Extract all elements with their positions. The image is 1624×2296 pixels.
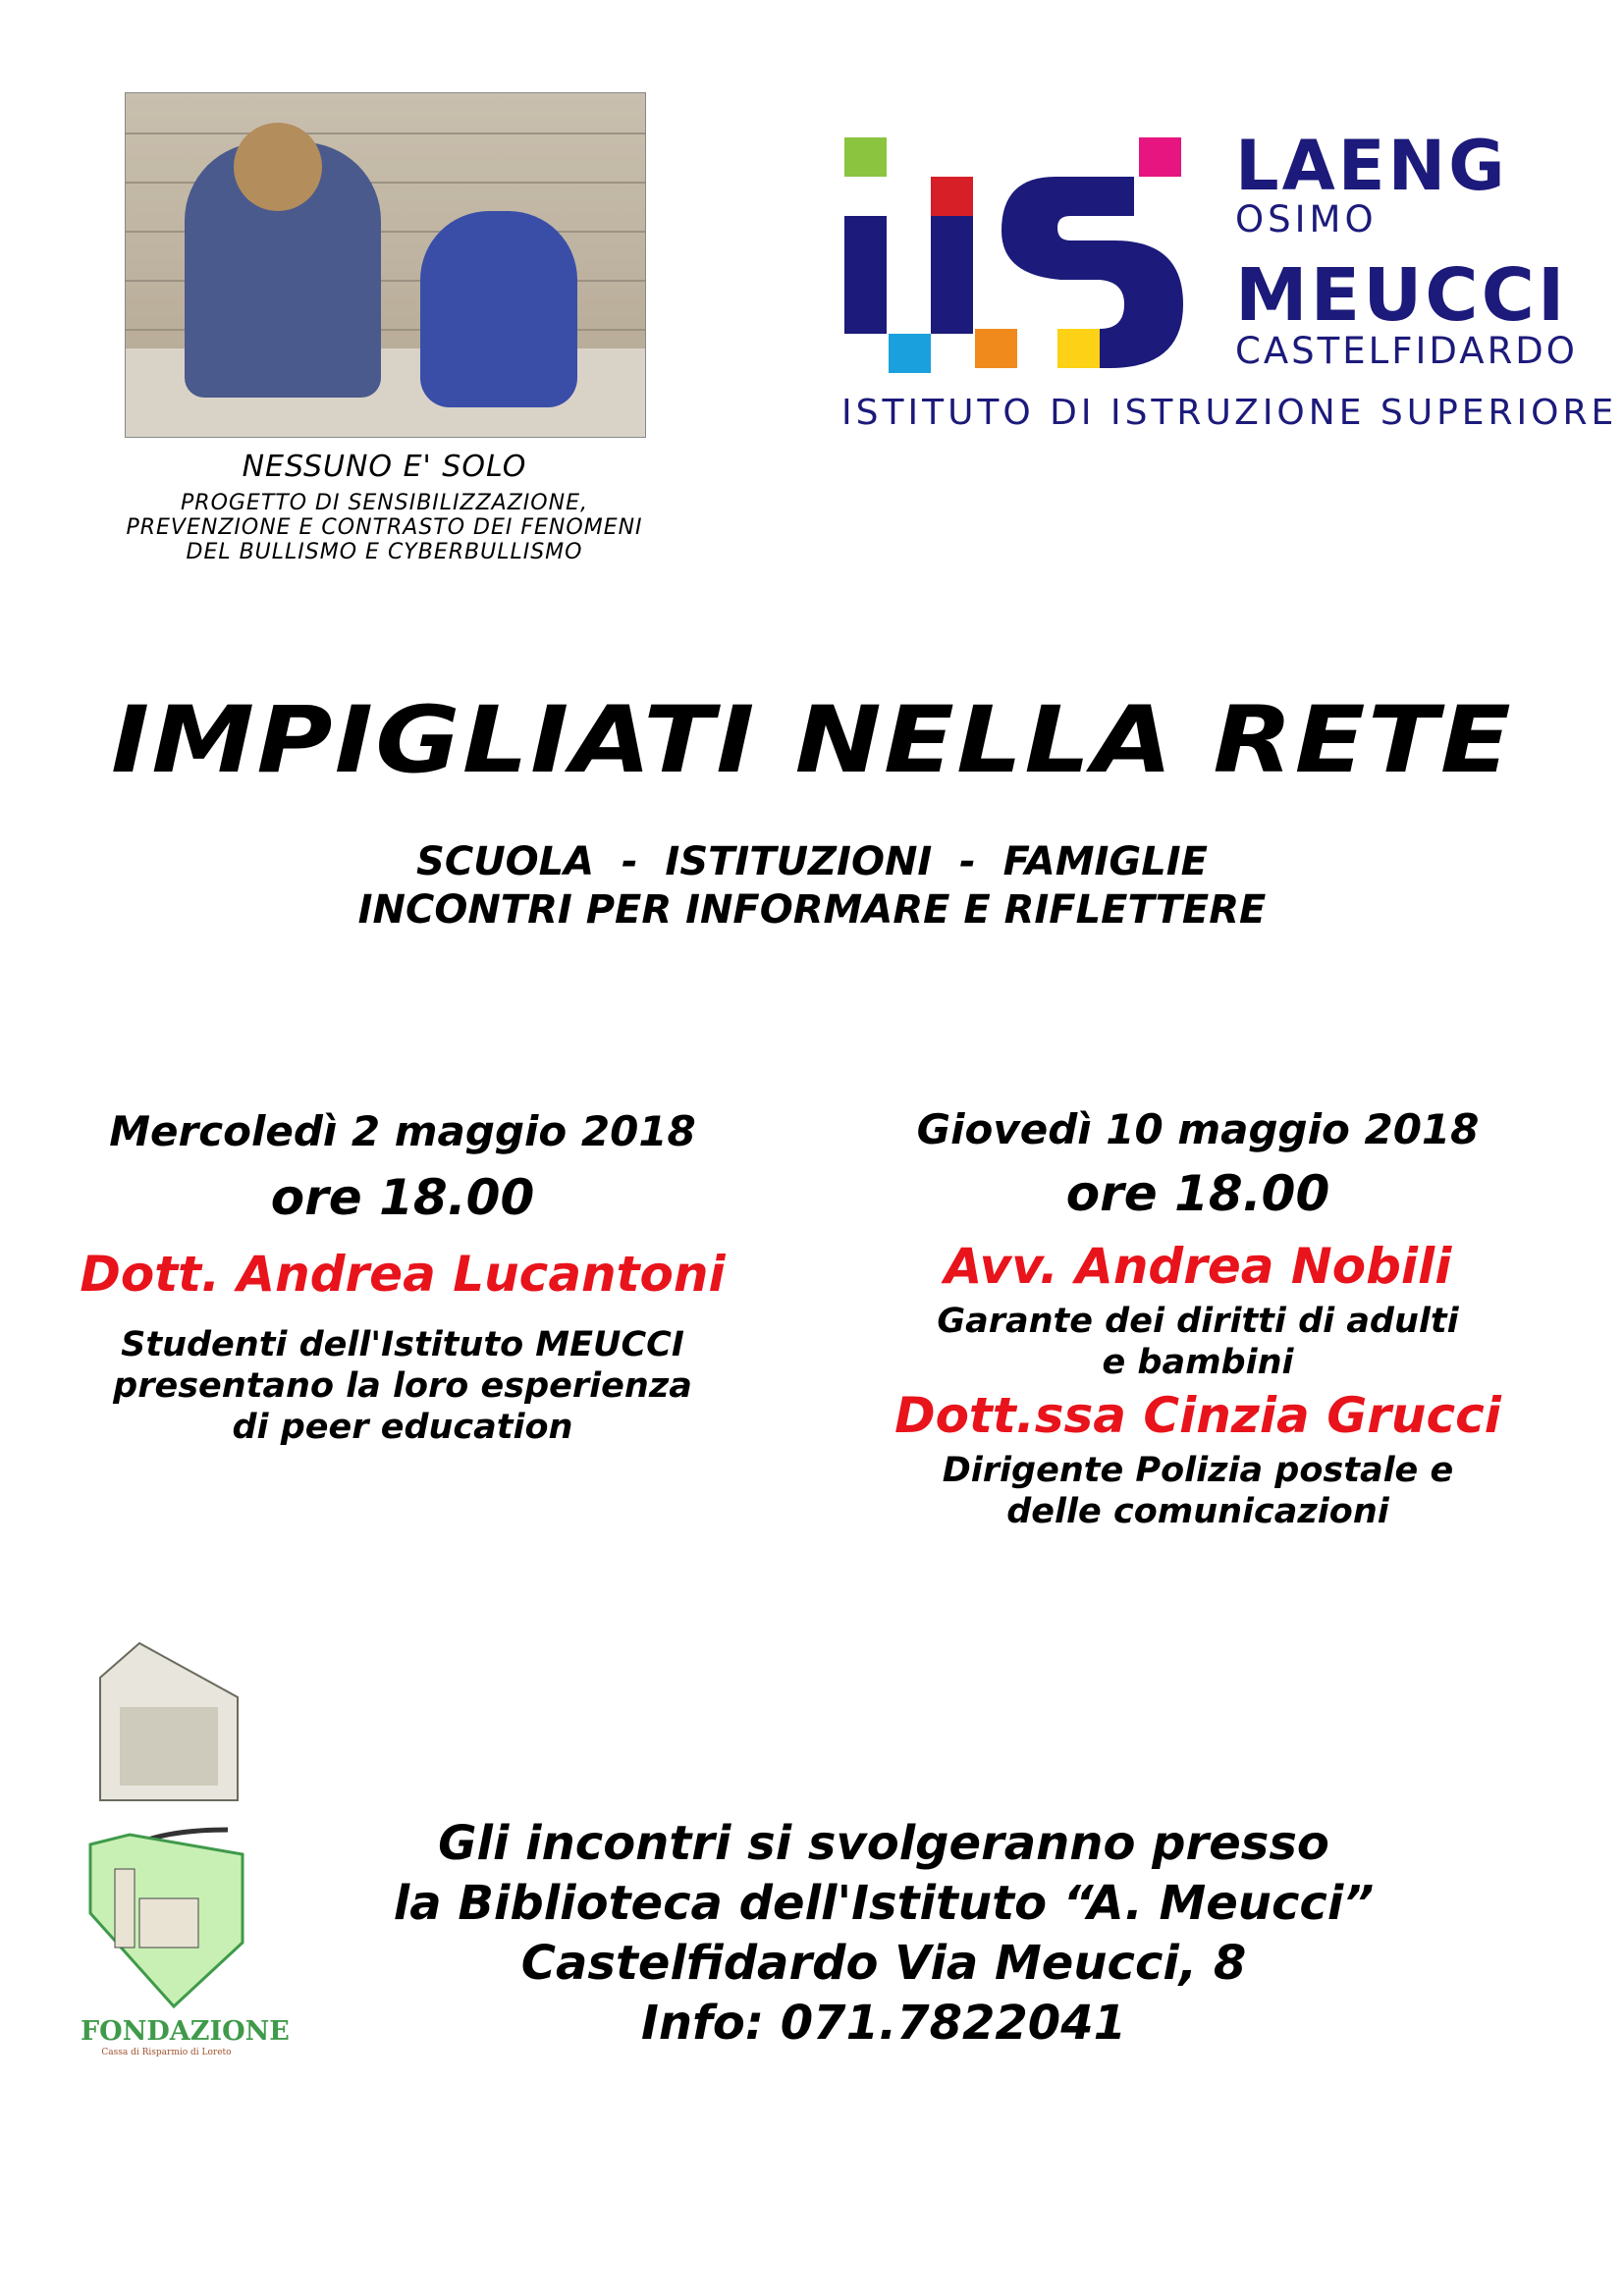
info-phone: Info: 071.7822041 xyxy=(640,1996,1126,2051)
iis-logo-mark xyxy=(839,133,1193,373)
logo-name-meucci: MEUCCI xyxy=(1235,253,1568,338)
speaker-role xyxy=(825,1301,1571,1383)
role-line: di peer education xyxy=(232,1408,573,1447)
venue-line: Gli incontri si svolgeranno presso xyxy=(438,1816,1329,1871)
subtitle-line-1: SCUOLA - ISTITUZIONI - FAMIGLIE xyxy=(416,839,1208,884)
role-line: Dirigente Polizia postale e xyxy=(942,1451,1454,1490)
event-date: Giovedì 10 maggio 2018 xyxy=(916,1105,1480,1153)
project-description xyxy=(108,491,661,564)
venue-line: la Biblioteca dell'Istituto “A. Meucci” xyxy=(393,1876,1375,1931)
logo-name-laeng: LAENG xyxy=(1235,126,1508,206)
role-line: e bambini xyxy=(1102,1343,1294,1382)
main-title: IMPIGLIATI NELLA RETE xyxy=(110,687,1514,794)
speaker-role xyxy=(20,1324,785,1448)
speaker-name: Dott. Andrea Lucantoni xyxy=(80,1246,726,1303)
role-line: Studenti dell'Istituto MEUCCI xyxy=(121,1325,684,1364)
description-line: PREVENZIONE E CONTRASTO DEI FENOMENI xyxy=(126,515,643,540)
sponsor-emblem xyxy=(81,1638,252,2011)
event-time: ore 18.00 xyxy=(1065,1165,1330,1222)
logo-city-castelfidardo: CASTELFIDARDO xyxy=(1235,330,1578,372)
bullying-photo xyxy=(125,92,646,438)
event-1 xyxy=(20,1107,785,1448)
sponsor-subtitle: Cassa di Risparmio di Loreto xyxy=(101,2048,232,2057)
speaker-role xyxy=(825,1450,1571,1532)
speaker-name: Avv. Andrea Nobili xyxy=(944,1238,1452,1295)
description-line: DEL BULLISMO E CYBERBULLISMO xyxy=(186,540,583,564)
logo-city-osimo: OSIMO xyxy=(1235,198,1378,240)
venue-info xyxy=(295,1814,1473,2054)
sponsor-name: FONDAZIONE xyxy=(81,2016,290,2047)
subtitle-line-2: INCONTRI PER INFORMARE E RIFLETTERE xyxy=(357,887,1267,933)
speaker-name: Dott.ssa Cinzia Grucci xyxy=(894,1387,1501,1444)
role-line: Garante dei diritti di adulti xyxy=(937,1302,1459,1341)
event-time: ore 18.00 xyxy=(270,1169,535,1226)
role-line: presentano la loro esperienza xyxy=(113,1366,692,1406)
role-line: delle comunicazioni xyxy=(1006,1492,1389,1531)
event-date: Mercoledì 2 maggio 2018 xyxy=(109,1107,696,1155)
description-line: PROGETTO DI SENSIBILIZZAZIONE, xyxy=(181,491,588,515)
project-title: NESSUNO E' SOLO xyxy=(242,450,527,484)
logo-tagline: ISTITUTO DI ISTRUZIONE SUPERIORE xyxy=(841,393,1618,433)
venue-line: Castelfidardo Via Meucci, 8 xyxy=(520,1936,1247,1991)
event-2 xyxy=(825,1105,1571,1532)
